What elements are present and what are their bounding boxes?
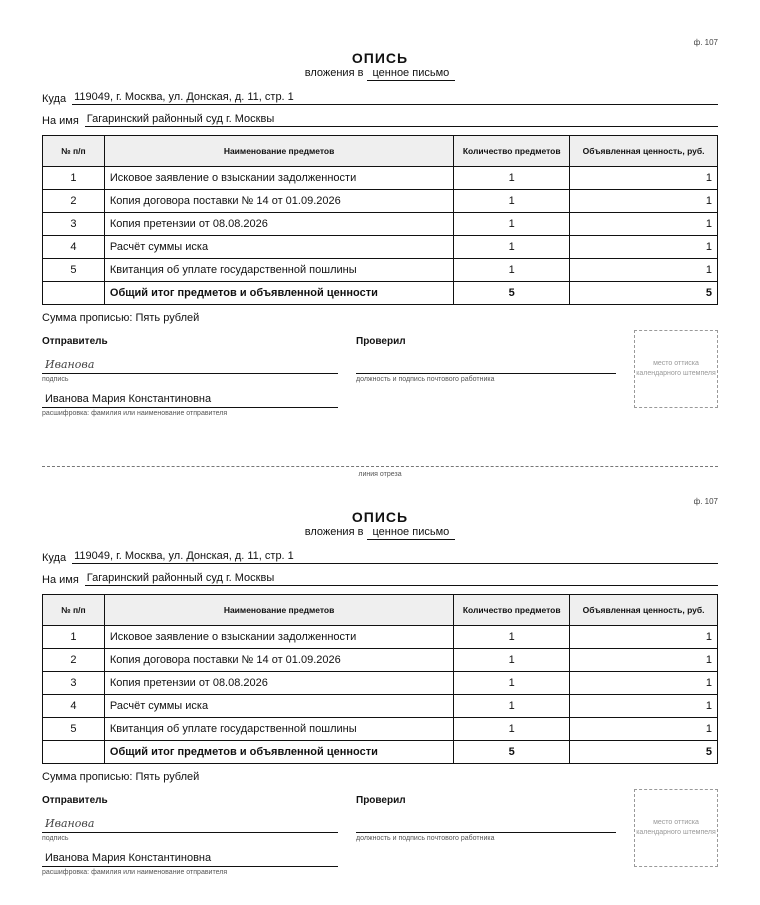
row-declared-value: 1: [570, 695, 718, 718]
row-declared-value: 1: [570, 167, 718, 190]
total-empty-cell: [43, 741, 105, 764]
cut-line-label: линия отреза: [358, 471, 402, 478]
header-number: № п/п: [43, 136, 105, 167]
sender-heading: Отправитель: [42, 795, 108, 806]
table-row: [43, 649, 718, 672]
row-quantity: 1: [454, 213, 570, 236]
row-number: 5: [43, 259, 105, 282]
table-row: [43, 672, 718, 695]
row-item-name: Расчёт суммы иска: [104, 695, 453, 718]
name-caption: расшифровка: фамилия или наименование отправителя: [42, 869, 228, 876]
row-quantity: 1: [454, 259, 570, 282]
row-declared-value: 1: [570, 213, 718, 236]
sum-in-words: Сумма прописью: Пять рублей: [42, 312, 200, 324]
table-row: [43, 167, 718, 190]
row-item-name: Копия претензии от 08.08.2026: [104, 213, 453, 236]
subtitle-prefix: вложения в: [304, 526, 364, 538]
table-row: [43, 213, 718, 236]
address-value: 119049, г. Москва, ул. Донская, д. 11, стр. 1: [72, 550, 718, 564]
total-empty-cell: [43, 282, 105, 305]
row-item-name: Расчёт суммы иска: [104, 236, 453, 259]
row-number: 2: [43, 649, 105, 672]
sender-full-name: Иванова Мария Константиновна: [42, 391, 338, 408]
total-declared-value: 5: [570, 282, 718, 305]
row-number: 4: [43, 695, 105, 718]
row-item-name: Исковое заявление о взыскании задолженности: [104, 626, 453, 649]
row-number: 5: [43, 718, 105, 741]
stamp-text: место оттиска календарного штемпеля: [636, 819, 716, 836]
sender-block: [42, 795, 338, 876]
table-row: [43, 190, 718, 213]
sum-in-words: Сумма прописью: Пять рублей: [42, 771, 200, 783]
row-number: 4: [43, 236, 105, 259]
checker-block: [356, 795, 616, 842]
signature-area: [42, 336, 718, 436]
checker-caption: должность и подпись почтового работника: [356, 835, 495, 842]
row-quantity: 1: [454, 236, 570, 259]
row-number: 1: [43, 167, 105, 190]
address-value: 119049, г. Москва, ул. Донская, д. 11, стр. 1: [72, 91, 718, 105]
table-row: [43, 259, 718, 282]
cut-line: [42, 466, 718, 467]
row-declared-value: 1: [570, 672, 718, 695]
checker-signature-line: [356, 357, 616, 374]
signature-caption: подпись: [42, 835, 69, 842]
row-quantity: 1: [454, 695, 570, 718]
stamp-text: место оттиска календарного штемпеля: [636, 360, 716, 377]
row-declared-value: 1: [570, 236, 718, 259]
recipient-label: На имя: [42, 115, 79, 127]
row-number: 2: [43, 190, 105, 213]
checker-block: [356, 336, 616, 383]
row-item-name: Копия договора поставки № 14 от 01.09.2026: [104, 649, 453, 672]
row-quantity: 1: [454, 167, 570, 190]
row-item-name: Копия претензии от 08.08.2026: [104, 672, 453, 695]
row-quantity: 1: [454, 190, 570, 213]
row-number: 3: [43, 213, 105, 236]
row-quantity: 1: [454, 626, 570, 649]
postmark-stamp-placeholder: [634, 789, 718, 867]
signature-caption: подпись: [42, 376, 69, 383]
checker-caption: должность и подпись почтового работника: [356, 376, 495, 383]
table-total-row: [43, 741, 718, 764]
row-declared-value: 1: [570, 190, 718, 213]
header-item-name: Наименование предметов: [104, 595, 453, 626]
form-code: ф. 107: [693, 497, 718, 506]
row-item-name: Квитанция об уплате государственной пошлины: [104, 259, 453, 282]
total-declared-value: 5: [570, 741, 718, 764]
document-subtitle: [42, 66, 718, 81]
address-label: Куда: [42, 552, 67, 564]
total-label: Общий итог предметов и объявленной ценности: [104, 282, 453, 305]
sender-heading: Отправитель: [42, 336, 108, 347]
recipient-value: Гагаринский районный суд г. Москвы: [85, 572, 718, 586]
header-declared-value: Объявленная ценность, руб.: [570, 136, 718, 167]
recipient-value: Гагаринский районный суд г. Москвы: [85, 113, 718, 127]
form-code: ф. 107: [693, 38, 718, 47]
inventory-form-copy: [42, 495, 718, 895]
row-declared-value: 1: [570, 626, 718, 649]
address-row: [42, 550, 718, 564]
header-quantity: Количество предметов: [454, 595, 570, 626]
checker-signature-line: [356, 816, 616, 833]
row-quantity: 1: [454, 649, 570, 672]
table-total-row: [43, 282, 718, 305]
header-item-name: Наименование предметов: [104, 136, 453, 167]
table-row: [43, 236, 718, 259]
header-number: № п/п: [43, 595, 105, 626]
mail-kind: ценное письмо: [367, 66, 456, 81]
total-quantity: 5: [454, 741, 570, 764]
items-table: [42, 135, 718, 305]
items-table: [42, 594, 718, 764]
row-number: 1: [43, 626, 105, 649]
inventory-form-original: [42, 36, 718, 436]
signature-area: [42, 795, 718, 895]
header-quantity: Количество предметов: [454, 136, 570, 167]
sender-signature: Иванова: [42, 357, 338, 374]
table-header-row: [43, 136, 718, 167]
document-title: ОПИСЬ: [351, 509, 409, 525]
row-quantity: 1: [454, 672, 570, 695]
address-label: Куда: [42, 93, 67, 105]
row-declared-value: 1: [570, 718, 718, 741]
table-row: [43, 718, 718, 741]
checker-heading: Проверил: [356, 336, 406, 347]
row-declared-value: 1: [570, 649, 718, 672]
header-declared-value: Объявленная ценность, руб.: [570, 595, 718, 626]
sender-full-name: Иванова Мария Константиновна: [42, 850, 338, 867]
sender-signature: Иванова: [42, 816, 338, 833]
name-caption: расшифровка: фамилия или наименование отправителя: [42, 410, 228, 417]
subtitle-prefix: вложения в: [304, 67, 364, 79]
row-item-name: Исковое заявление о взыскании задолженности: [104, 167, 453, 190]
table-row: [43, 626, 718, 649]
checker-heading: Проверил: [356, 795, 406, 806]
row-declared-value: 1: [570, 259, 718, 282]
sender-block: [42, 336, 338, 417]
row-item-name: Квитанция об уплате государственной пошлины: [104, 718, 453, 741]
recipient-row: [42, 113, 718, 127]
total-quantity: 5: [454, 282, 570, 305]
row-number: 3: [43, 672, 105, 695]
row-quantity: 1: [454, 718, 570, 741]
postmark-stamp-placeholder: [634, 330, 718, 408]
mail-kind: ценное письмо: [367, 525, 456, 540]
total-label: Общий итог предметов и объявленной ценности: [104, 741, 453, 764]
row-item-name: Копия договора поставки № 14 от 01.09.2026: [104, 190, 453, 213]
table-row: [43, 695, 718, 718]
recipient-row: [42, 572, 718, 586]
document-subtitle: [42, 525, 718, 540]
table-header-row: [43, 595, 718, 626]
recipient-label: На имя: [42, 574, 79, 586]
document-title: ОПИСЬ: [351, 50, 409, 66]
address-row: [42, 91, 718, 105]
